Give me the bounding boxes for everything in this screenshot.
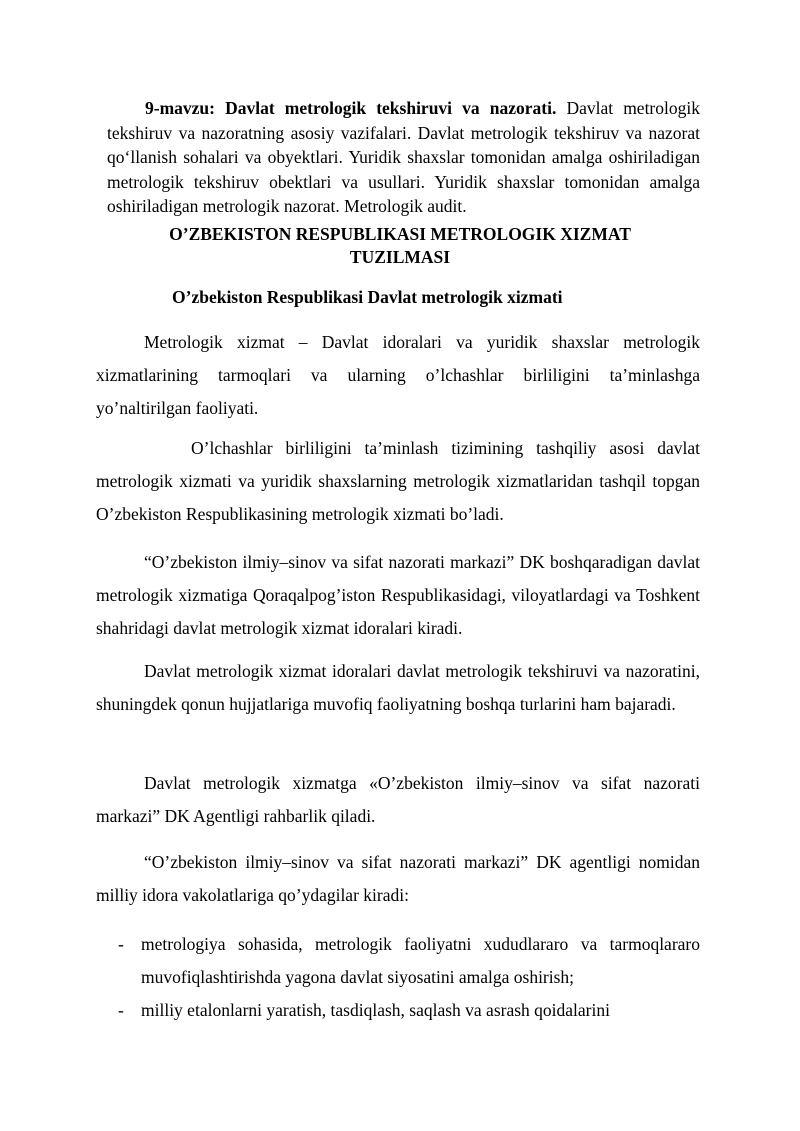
powers-list xyxy=(96,928,700,1027)
topic-description: Davlat metrologik tekshiruv va nazoratning asosiy vazifalari. Davlat metrologik tekshiruv va nazorat qo‘llanish sohalari va obyektlari. Yuridik shaxslar tomonidan amalga oshiriladigan metrologik tekshiruv obektlari va usullari. Yuridik shaxslar tomonidan amalga oshiriladigan metrologik nazorat. Metrologik audit. xyxy=(107,98,700,217)
paragraph-service-duties: Davlat metrologik xizmat idoralari davlat metrologik tekshiruvi va nazoratini, shuningdek qonun hujjatlariga muvofiq faoliyatning boshqa turlarini ham bajaradi. xyxy=(96,661,700,714)
list-bullet: - xyxy=(118,934,124,954)
topic-title: 9-mavzu: Davlat metrologik tekshiruvi va nazorati. xyxy=(145,98,557,118)
subsection-heading: O’zbekiston Respublikasi Davlat metrologik xizmati xyxy=(172,287,563,307)
section-heading xyxy=(100,223,700,269)
list-item xyxy=(96,994,700,1027)
list-bullet: - xyxy=(118,1000,124,1020)
section-heading-line1: O’ZBEKISTON RESPUBLIKASI METROLOGIK XIZMAT xyxy=(169,224,631,244)
paragraph-leadership: Davlat metrologik xizmatga «O’zbekiston ilmiy–sinov va sifat nazorati markazi” DK Agentligi rahbarlik qiladi. xyxy=(96,773,700,826)
list-item-text: milliy etalonlarni yaratish, tasdiqlash, saqlash va asrash qoidalarini xyxy=(141,1000,610,1020)
paragraph-definition: Metrologik xizmat – Davlat idoralari va yuridik shaxslar metrologik xizmatlarining tarmoqlari va ularning o’lchashlar birliligini ta’minlashga yo’naltirilgan faoliyati. xyxy=(96,332,700,418)
paragraph-agency-powers: “O’zbekiston ilmiy–sinov va sifat nazorati markazi” DK agentligi nomidan milliy idora vakolatlariga qo’ydagilar kiradi: xyxy=(96,852,700,905)
list-item-text: metrologiya sohasida, metrologik faoliyatni xududlararo va tarmoqlararo muvofiqlashtirishda yagona davlat siyosatini amalga oshirish; xyxy=(141,934,700,987)
paragraph-state-service: “O’zbekiston ilmiy–sinov va sifat nazorati markazi” DK boshqaradigan davlat metrologik xizmatiga Qoraqalpog’iston Respublikasidagi, viloyatlardagi va Toshkent shahridagi davlat metrologik xizmat idoralari kiradi. xyxy=(96,552,700,638)
topic-intro xyxy=(107,96,700,219)
paragraph-system-basis: O’lchashlar birliligini ta’minlash tizimining tashqiliy asosi davlat metrologik xizmati va yuridik shaxslarning metrologik xizmatlaridan tashqil topgan O’zbekiston Respublikasining metrologik xizmati bo’ladi. xyxy=(96,438,700,524)
section-heading-line2: TUZILMASI xyxy=(349,247,451,267)
list-item xyxy=(96,928,700,994)
